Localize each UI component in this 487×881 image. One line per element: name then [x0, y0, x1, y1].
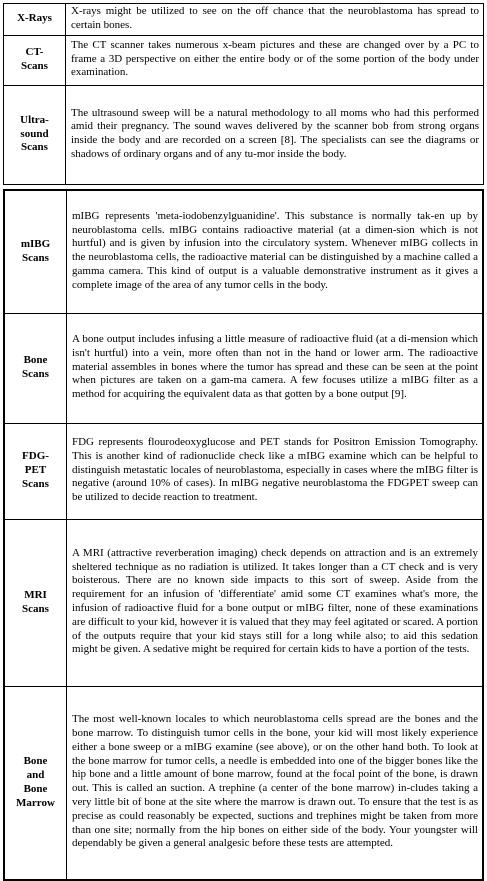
term-cell: [4, 519, 67, 686]
term-line: CT-: [25, 46, 44, 59]
imaging-table-top: [3, 3, 484, 185]
description-cell: X-rays might be utilized to see on the off chance that the neuroblastoma has spread to certain bones.: [66, 4, 484, 36]
term-line: Bone: [23, 782, 48, 795]
description-cell: A bone output includes infusing a little measure of radioactive fluid (at a di-mension which isn't hurtful) into a vein, more often than not in the hand or lower arm. The radioactive material assembles in bones where the tumor has spread and these can be seen at the point when pictures are taken on a gam-ma camera. A few focuses utilize a mIBG filter as a method for acquiring the equivalent data as that gotten by a bone output [9].: [67, 313, 484, 423]
description-cell: The CT scanner takes numerous x-beam pictures and these are changed over by a PC to frame a 3D perspective on either the entire body or of the some portion of the body under examination.: [66, 35, 484, 85]
description-cell: FDG represents flourodeoxyglucose and PET stands for Positron Emission Tomography. This is another kind of radionuclide check like a mIBG examine which can be helpful to distinguish metastatic locales of neuroblastoma, especially in cases where the mIBG filter is negative (around 10% of cases). In mIBG negative neuroblastoma the FDGPET sweep can be utilized to decide reaction to treatment.: [67, 423, 484, 519]
table-row: [4, 190, 483, 313]
term-line: mIBG: [20, 237, 51, 250]
term-line: Bone: [23, 354, 48, 367]
term-cell: [4, 313, 67, 423]
table-row: [4, 4, 484, 36]
term-cell: [4, 423, 67, 519]
term-line: PET: [24, 464, 47, 477]
term-line: Scans: [22, 251, 49, 264]
term-line: Scans: [21, 141, 48, 154]
term-line: Scans: [22, 602, 49, 615]
description-cell: mIBG represents 'meta-iodobenzylguanidine'. This substance is normally tak-en up by neuroblastoma cells. mIBG contains radioactive material (at a dimen-sion which is not hurtful) and is given by infusion into the circulatory system. Whenever mIBG collects in the neuroblastoma cells, the radioactive material can be distinguished by a machine called a gamma camera. This kind of output is a valuable demonstrative instrument as it gives a complete image of the area of any tumor cells in the body.: [67, 190, 484, 313]
table-row: [4, 85, 484, 184]
table-row: [4, 35, 484, 85]
description-cell: The most well-known locales to which neuroblastoma cells spread are the bones and the bone marrow. To distinguish tumor cells in the bone, your kid will most likely experience either a bone sweep or a mIBG examine (see above), or on the other hand both. To look at the bone marrow for tumor cells, a needle is embedded into one of the bigger bones like the hip bone and a little amount of bone marrow, found at the focal point of the bone, is drawn out. This is called an suction. A trephine (a center of the bone marrow) in-cludes taking a very little bit of bone at the site where the marrow is drawn out. To ensure that the test is as precise as could reasonably be expected, suctions and trephines might be taken from more than one site; normally from the hip bones on either side of the body. Your youngster will dependably be given a general analgesic before these tests are attempted.: [67, 686, 484, 880]
term-cell: [4, 4, 66, 36]
description-cell: A MRI (attractive reverberation imaging) check depends on attraction and is an extremely sheltered technique as no radiation is utilized. It takes longer than a CT check and is very boisterous. There are no known side impacts to this sort of sweep. Aside from the requirement for an infusion of 'differentiate' amid some CT examines what's more, the infusion of radioactive fluid for a bone output or mIBG filter, none of these examinations are difficult to your kid, however it is valued that they may feel agitated or scared. A portion of the outputs require that your kid stays still for a long while also; to aid this sedation might be given. A sedative might be required for certain kids to have a portion of the tests.: [67, 519, 484, 686]
term-cell: [4, 85, 66, 184]
imaging-table-bottom: [3, 189, 484, 881]
term-line: FDG-: [22, 450, 49, 463]
term-line: Scans: [22, 477, 49, 490]
term-cell: [4, 190, 67, 313]
term-line: MRI: [24, 588, 47, 601]
table-row: [4, 423, 483, 519]
table-row: [4, 519, 483, 686]
term-line: sound: [20, 127, 49, 140]
table-row: [4, 313, 483, 423]
term-cell: [4, 686, 67, 880]
term-line: Ultra-: [20, 113, 49, 126]
term-line: Scans: [22, 368, 49, 380]
term-line: Marrow: [16, 796, 55, 809]
term-cell: [4, 35, 66, 85]
term-line: X-Rays: [17, 12, 52, 25]
term-line: and: [26, 768, 45, 781]
table-row: [4, 686, 483, 880]
term-line: Scans: [21, 60, 48, 73]
description-cell: The ultrasound sweep will be a natural methodology to all moms who had this performed amid their pregnancy. The sound waves delivered by the scanner bob from strong organs inside the body and are recorded on a screen [8]. The specialists can see the diagrams or shadows of ordinary organs and of any tu-mor inside the body.: [66, 85, 484, 184]
term-line: Bone: [23, 755, 48, 768]
